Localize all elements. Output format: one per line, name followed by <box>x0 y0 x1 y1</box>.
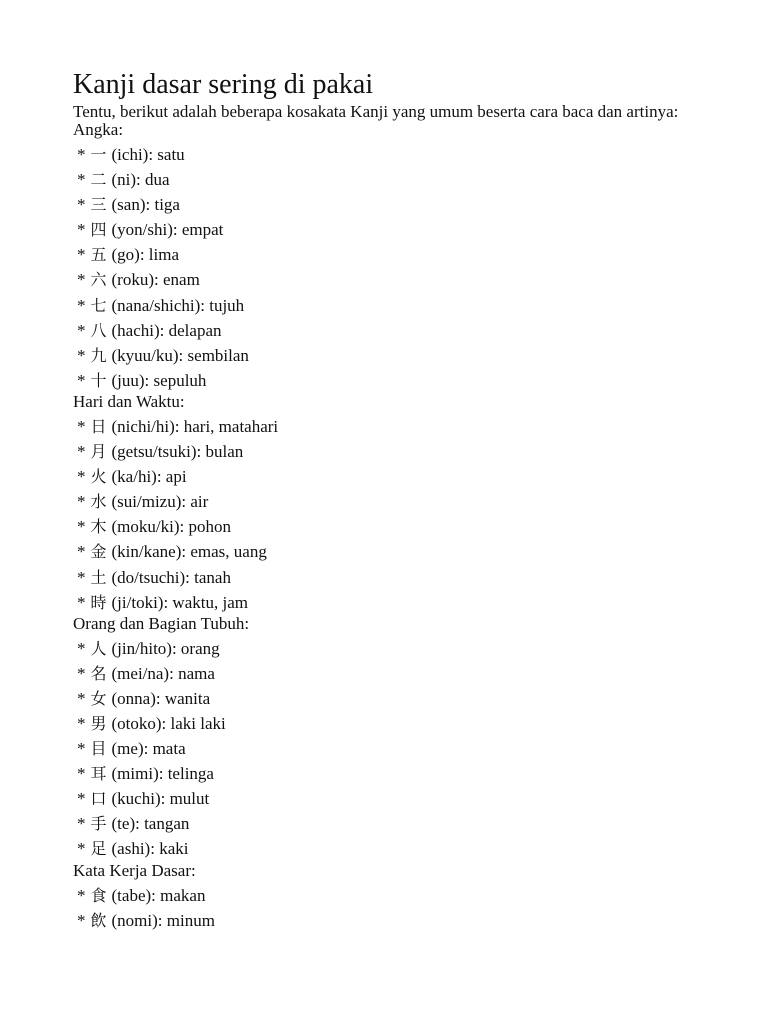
reading-meaning: (yon/shi): empat <box>111 220 224 240</box>
reading-meaning: (ni): dua <box>111 170 170 190</box>
reading-meaning: (moku/ki): pohon <box>111 517 231 537</box>
bullet-marker: * <box>77 839 86 859</box>
kanji-character: 月 <box>90 442 107 462</box>
bullet-marker: * <box>77 542 86 562</box>
bullet-marker: * <box>77 663 86 683</box>
reading-meaning: (kin/kane): emas, uang <box>111 542 267 562</box>
bullet-marker: * <box>77 270 86 290</box>
reading-meaning: (ichi): satu <box>111 145 185 164</box>
list-item <box>73 242 713 267</box>
list-item <box>73 636 713 661</box>
kanji-character: 十 <box>90 370 107 390</box>
reading-meaning: (juu): sepuluh <box>111 370 207 390</box>
reading-meaning: (hachi): delapan <box>111 320 222 340</box>
list-item <box>73 736 713 761</box>
bullet-marker: * <box>77 789 86 809</box>
vocab-list <box>73 414 713 615</box>
bullet-marker: * <box>77 416 86 436</box>
kanji-character: 飲 <box>90 910 107 930</box>
list-item <box>73 167 713 192</box>
list-item <box>73 908 713 933</box>
list-item <box>73 686 713 711</box>
kanji-character: 木 <box>90 517 107 537</box>
kanji-character: 六 <box>90 270 107 290</box>
list-item <box>73 489 713 514</box>
kanji-character: 土 <box>90 567 107 587</box>
bullet-marker: * <box>77 370 86 390</box>
list-item <box>73 711 713 736</box>
bullet-marker: * <box>77 638 86 658</box>
reading-meaning: (jin/hito): orang <box>111 638 220 658</box>
kanji-character: 目 <box>90 739 107 759</box>
reading-meaning: (mimi): telinga <box>111 764 214 784</box>
list-item <box>73 661 713 686</box>
kanji-character: 火 <box>90 467 107 487</box>
kanji-character: 口 <box>90 789 107 809</box>
bullet-marker: * <box>77 145 86 164</box>
reading-meaning: (roku): enam <box>111 270 200 290</box>
intro-paragraph: Tentu, berikut adalah beberapa kosakata Kanji yang umum beserta cara baca dan artinya: <box>73 102 679 121</box>
list-item <box>73 343 713 368</box>
list-item <box>73 836 713 861</box>
bullet-marker: * <box>77 910 86 930</box>
section-heading: Orang dan Bagian Tubuh: <box>73 613 250 633</box>
reading-meaning: (ji/toki): waktu, jam <box>111 592 248 612</box>
reading-meaning: (sui/mizu): air <box>111 492 209 512</box>
bullet-marker: * <box>77 295 86 315</box>
bullet-marker: * <box>77 713 86 733</box>
reading-meaning: (te): tangan <box>111 814 190 834</box>
vocab-list <box>73 636 713 862</box>
kanji-character: 七 <box>90 295 107 315</box>
reading-meaning: (mei/na): nama <box>111 663 215 683</box>
list-item <box>73 318 713 343</box>
kanji-character: 水 <box>90 492 107 512</box>
vocab-list <box>73 883 713 933</box>
reading-meaning: (san): tiga <box>111 195 180 215</box>
section <box>73 121 713 393</box>
reading-meaning: (nana/shichi): tujuh <box>111 295 245 315</box>
list-item <box>73 786 713 811</box>
reading-meaning: (me): mata <box>111 739 186 759</box>
sections-container <box>73 121 713 933</box>
list-item <box>73 192 713 217</box>
kanji-character: 人 <box>90 638 107 658</box>
reading-meaning: (ashi): kaki <box>111 839 189 859</box>
kanji-character: 女 <box>90 688 107 708</box>
section-heading: Kata Kerja Dasar: <box>73 860 196 880</box>
bullet-marker: * <box>77 170 86 190</box>
kanji-character: 手 <box>90 814 107 834</box>
bullet-marker: * <box>77 764 86 784</box>
list-item <box>73 883 713 908</box>
kanji-character: 四 <box>90 220 107 240</box>
section <box>73 615 713 862</box>
kanji-character: 足 <box>90 839 107 859</box>
reading-meaning: (onna): wanita <box>111 688 211 708</box>
section-heading: Hari dan Waktu: <box>73 391 185 411</box>
list-item <box>73 514 713 539</box>
reading-meaning: (getsu/tsuki): bulan <box>111 442 244 462</box>
list-item <box>73 414 713 439</box>
section <box>73 862 713 933</box>
list-item <box>73 217 713 242</box>
bullet-marker: * <box>77 517 86 537</box>
bullet-marker: * <box>77 195 86 215</box>
kanji-character: 五 <box>90 245 107 265</box>
kanji-character: 日 <box>90 416 107 436</box>
page-title: Kanji dasar sering di pakai <box>73 69 374 100</box>
kanji-character: 八 <box>90 320 107 340</box>
list-item <box>73 811 713 836</box>
kanji-character: 一 <box>90 145 107 164</box>
section <box>73 393 713 615</box>
reading-meaning: (nichi/hi): hari, matahari <box>111 416 279 436</box>
bullet-marker: * <box>77 320 86 340</box>
bullet-marker: * <box>77 345 86 365</box>
bullet-marker: * <box>77 567 86 587</box>
kanji-character: 二 <box>90 170 107 190</box>
bullet-marker: * <box>77 220 86 240</box>
list-item <box>73 142 713 167</box>
bullet-marker: * <box>77 245 86 265</box>
bullet-marker: * <box>77 592 86 612</box>
bullet-marker: * <box>77 885 86 905</box>
kanji-character: 時 <box>90 592 107 612</box>
kanji-character: 九 <box>90 345 107 365</box>
bullet-marker: * <box>77 492 86 512</box>
bullet-marker: * <box>77 814 86 834</box>
vocab-list <box>73 142 713 393</box>
reading-meaning: (tabe): makan <box>111 885 206 905</box>
list-item <box>73 439 713 464</box>
kanji-character: 金 <box>90 542 107 562</box>
bullet-marker: * <box>77 688 86 708</box>
reading-meaning: (ka/hi): api <box>111 467 187 487</box>
kanji-character: 男 <box>90 713 107 733</box>
list-item <box>73 590 713 615</box>
list-item <box>73 565 713 590</box>
bullet-marker: * <box>77 739 86 759</box>
list-item <box>73 539 713 564</box>
list-item <box>73 293 713 318</box>
reading-meaning: (kuchi): mulut <box>111 789 210 809</box>
bullet-marker: * <box>77 442 86 462</box>
kanji-character: 食 <box>90 885 107 905</box>
kanji-character: 三 <box>90 195 107 215</box>
list-item <box>73 267 713 292</box>
list-item <box>73 761 713 786</box>
list-item <box>73 368 713 393</box>
reading-meaning: (nomi): minum <box>111 910 215 930</box>
reading-meaning: (kyuu/ku): sembilan <box>111 345 249 365</box>
reading-meaning: (otoko): laki laki <box>111 713 226 733</box>
kanji-character: 名 <box>90 663 107 683</box>
section-heading: Angka: <box>73 120 124 139</box>
reading-meaning: (go): lima <box>111 245 180 265</box>
document-page <box>73 68 713 933</box>
reading-meaning: (do/tsuchi): tanah <box>111 567 231 587</box>
list-item <box>73 464 713 489</box>
bullet-marker: * <box>77 467 86 487</box>
kanji-character: 耳 <box>90 764 107 784</box>
